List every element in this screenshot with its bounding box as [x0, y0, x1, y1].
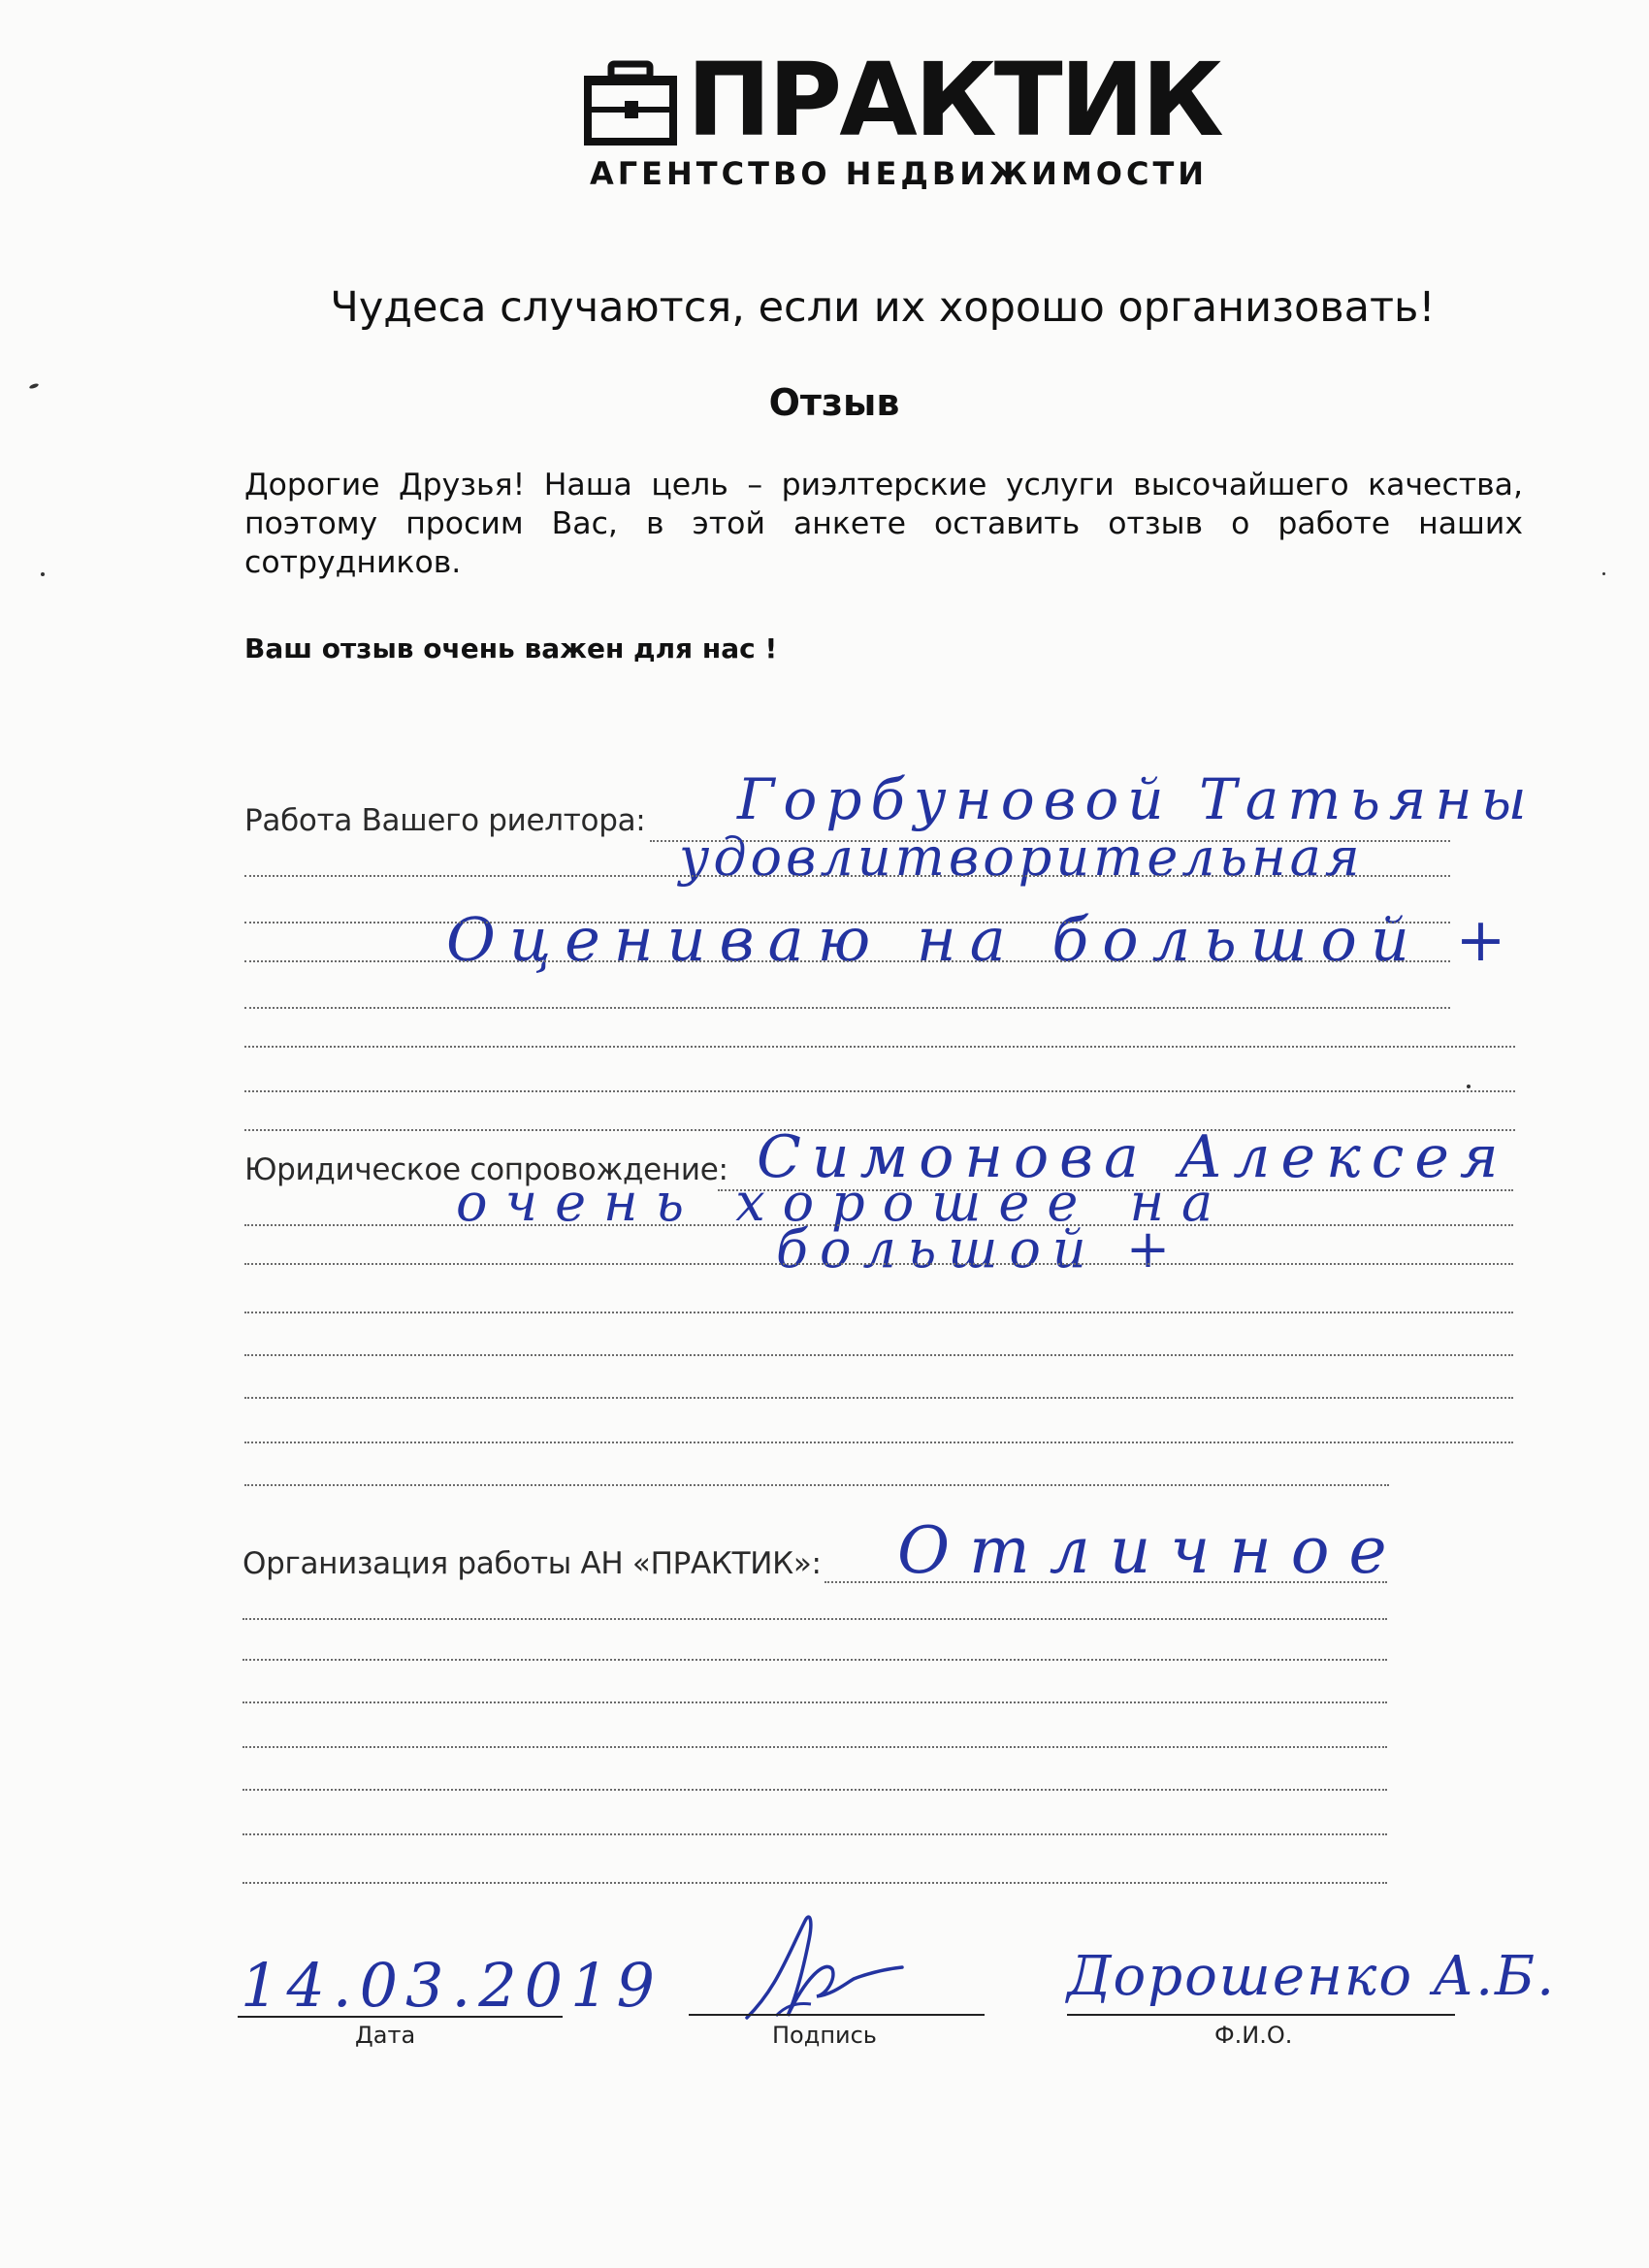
page-title: Отзыв: [768, 381, 900, 424]
scan-speck: [1467, 1085, 1471, 1088]
org-line-1: [824, 1581, 1387, 1583]
scan-speck: [1602, 572, 1605, 575]
legal-line-4: [244, 1312, 1513, 1313]
realtor-line-3: [244, 922, 1450, 923]
organization-label: Организация работы АН «ПРАКТИК»:: [242, 1546, 822, 1581]
realtor-line-4: [244, 960, 1450, 962]
date-handwritten: 14.03.2019: [241, 1950, 663, 2021]
logo-subtitle: АГЕНТСТВО НЕДВИЖИМОСТИ: [590, 155, 1209, 192]
name-caption: Ф.И.О.: [1214, 2022, 1293, 2049]
date-line: [238, 2016, 563, 2018]
legal-handwritten-comment: большой +: [776, 1218, 1182, 1280]
name-handwritten: Дорошенко А.Б.: [1067, 1945, 1556, 2008]
organization-handwritten-rating: Отличное: [897, 1513, 1406, 1588]
org-line-8: [242, 1882, 1387, 1884]
org-line-3: [242, 1659, 1387, 1661]
realtor-line-6: [244, 1046, 1515, 1048]
importance-note: Ваш отзыв очень важен для нас !: [244, 632, 778, 664]
realtor-handwritten-comment: Оцениваю на большой +: [446, 904, 1520, 975]
org-line-4: [242, 1701, 1387, 1703]
org-line-7: [242, 1833, 1387, 1835]
legal-line-8: [244, 1484, 1389, 1486]
legal-line-1: [718, 1189, 1513, 1191]
signature-caption: Подпись: [772, 2022, 877, 2049]
org-line-2: [242, 1618, 1387, 1620]
briefcase-icon: [582, 60, 687, 147]
legal-label: Юридическое сопровождение:: [244, 1152, 728, 1187]
legal-line-7: [244, 1442, 1513, 1443]
slogan: Чудеса случаются, если их хорошо организовать!: [330, 283, 1436, 332]
legal-handwritten-name: Симонова Алексея: [757, 1123, 1509, 1191]
realtor-line-5: [244, 1007, 1450, 1009]
date-caption: Дата: [355, 2022, 416, 2049]
realtor-handwritten-name: Горбуновой Татьяны: [737, 766, 1536, 832]
legal-line-3: [244, 1263, 1513, 1265]
org-line-5: [242, 1746, 1387, 1748]
legal-line-5: [244, 1354, 1513, 1356]
logo-name: ПРАКТИК: [687, 41, 1221, 159]
legal-line-2: [244, 1224, 1513, 1226]
realtor-line-2: [244, 875, 1450, 877]
signature: [718, 1901, 912, 2037]
signature-line: [689, 2014, 985, 2016]
org-line-6: [242, 1789, 1387, 1791]
legal-line-6: [244, 1397, 1513, 1399]
scan-speck: [41, 572, 45, 576]
logo: [582, 41, 1221, 206]
intro-paragraph: Дорогие Друзья! Наша цель – риэлтерские услуги высочайшего качества, поэтому просим Вас, в этой анкете оставить отзыв о работе наших сотрудников.: [244, 468, 1523, 580]
realtor-label: Работа Вашего риелтора:: [244, 803, 646, 838]
name-line: [1067, 2014, 1455, 2016]
realtor-handwritten-rating: удовлитворительная: [679, 826, 1364, 888]
legal-handwritten-rating: очень хорошее на: [456, 1172, 1231, 1233]
realtor-line-7: [244, 1090, 1515, 1092]
realtor-line-1: [650, 840, 1450, 842]
